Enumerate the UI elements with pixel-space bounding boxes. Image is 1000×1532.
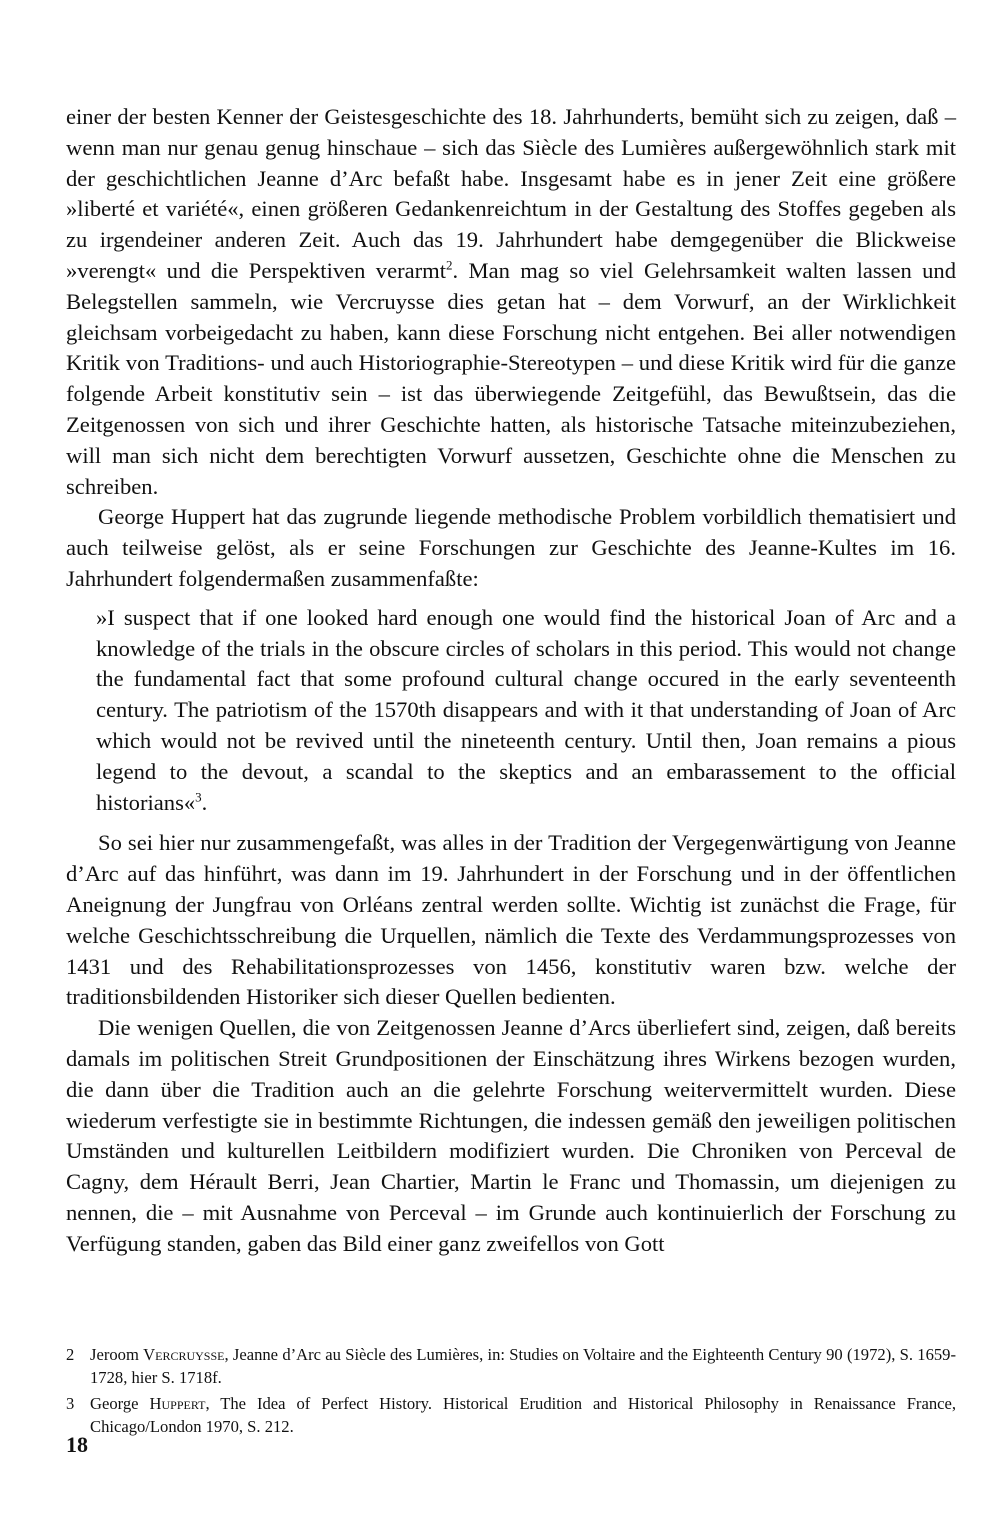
paragraph-3 (66, 828, 956, 1013)
footnote-number: 2 (66, 1345, 75, 1364)
main-text (66, 102, 956, 1259)
paragraph-2-text: George Huppert hat das zugrunde liegende methodische Problem vorbildlich thematisiert und auch teilweise gelöst, als er seine Forschungen zur Geschichte des Jeanne-Kultes im 16. Jahrhundert folgendermaßen zusammenfaßte: (66, 504, 956, 591)
footnote-author-surname: Huppert (149, 1394, 206, 1413)
quote-text: »I suspect that if one looked hard enough one would find the historical Joan of Arc and a knowledge of the trials in the obscure circles of scholars in this period. This would not change the fundamental fact that some profound cultural change occured in the early seventeenth century. The patriotism of the 1570th disappears and with it that understanding of Joan of Arc which would not be revived until the nineteenth century. Until then, Joan remains a pious legend to the devout, a scandal to the skeptics and an embarassement to the official historians« (96, 604, 956, 815)
footnote-author-surname: Vercruysse (143, 1345, 225, 1364)
footnote-citation: , Jeanne d’Arc au Siècle des Lumières, in: Studies on Voltaire and the Eighteenth Century 90 (1972), S. 1659-1728, hier S. 1718f. (90, 1345, 956, 1387)
footnote-author-first: Jeroom (90, 1345, 139, 1364)
quote-text-after: . (201, 789, 208, 815)
paragraph-3-text: So sei hier nur zusammengefaßt, was alles in der Tradition der Vergegenwärtigung von Jeanne d’Arc auf das hinführt, was dann im 19. Jahrhundert in der Forschung und in der öffentlichen Aneignung der Jungfrau von Orléans zentral werden sollte. Wichtig ist zunächst die Frage, für welche Geschichtsschreibung die Urquellen, nämlich die Texte des Verdammungsprozesses von 1431 und des Rehabilitationsprozesses von 1456, konstitutiv waren bzw. welche der traditionsbildenden Historiker sich dieser Quellen bedienten. (66, 830, 956, 1010)
page-number: 18 (66, 1432, 88, 1457)
footnote-citation: , The Idea of Perfect History. Historical Erudition and Historical Philosophy in Renaissance France, Chicago/London 1970, S. 212. (90, 1394, 956, 1436)
footnote-ref-2[interactable]: 2 (446, 257, 453, 273)
footnote-author-first: George (90, 1394, 139, 1413)
footnote-2 (66, 1344, 956, 1389)
footnote-number: 3 (66, 1394, 75, 1413)
paragraph-1-text: einer der besten Kenner der Geistesgeschichte des 18. Jahrhunderts, bemüht sich zu zeigen, daß – wenn man nur genau genug hinschaue – sich das Siècle des Lumières außergewöhnlich stark mit der geschichtlichen Jeanne d’Arc befaßt habe. Insgesamt habe es in jener Zeit eine größere »liberté et variété«, einen größeren Gedankenreichtum in der Gestaltung des Stoffes gegeben als zu irgendeiner anderen Zeit. Auch das 19. Jahrhundert habe demgegenüber die Blickweise »verengt« und die Perspektiven verarmt (66, 104, 956, 283)
footnote-ref-3[interactable]: 3 (195, 789, 202, 804)
paragraph-1-text-after: . Man mag so viel Gelehrsamkeit walten lassen und Belegstellen sammeln, wie Vercruysse dies getan hat – dem Vorwurf, an der Wirklichkeit gleichsam vorbeigedacht zu haben, kann diese Forschung nicht entgehen. Bei aller notwendigen Kritik von Traditions- und auch Historiographie-Stereotypen – und diese Kritik wird für die ganze folgende Arbeit konstitutiv sein – ist das überwiegende Zeitgefühl, das Bewußtsein, das die Zeitgenossen von sich und ihrer Geschichte hatten, als historische Tatsache miteinzubeziehen, will man sich nicht dem berechtigten Vorwurf aussetzen, Geschichte ohne die Menschen zu schreiben. (66, 257, 956, 499)
footnote-text (90, 1393, 956, 1438)
paragraph-4 (66, 1013, 956, 1259)
footnotes (66, 1344, 956, 1442)
paragraph-4-text: Die wenigen Quellen, die von Zeitgenossen Jeanne d’Arcs überliefert sind, zeigen, daß bereits damals im politischen Streit Grundpositionen der Einschätzung ihres Wirkens bezogen wurden, die dann über die Tradition auch an die gelehrte Forschung weitervermittelt wurden. Diese wiederum verfestigte sie in bestimmte Richtungen, die indessen gemäß den jeweiligen politischen Umständen und kulturellen Leitbildern modifiziert wurden. Die Chroniken von Perceval de Cagny, dem Hérault Berri, Jean Chartier, Martin le Franc und Thomassin, um diejenigen zu nennen, die – mit Ausnahme von Perceval – im Grunde auch kontinuierlich der Forschung zu Verfügung standen, gaben das Bild einer ganz zweifellos von Gott (66, 1015, 956, 1256)
paragraph-1 (66, 102, 956, 502)
block-quote (96, 603, 956, 819)
paragraph-2 (66, 502, 956, 594)
footnote-3 (66, 1393, 956, 1438)
footnote-text (90, 1344, 956, 1389)
